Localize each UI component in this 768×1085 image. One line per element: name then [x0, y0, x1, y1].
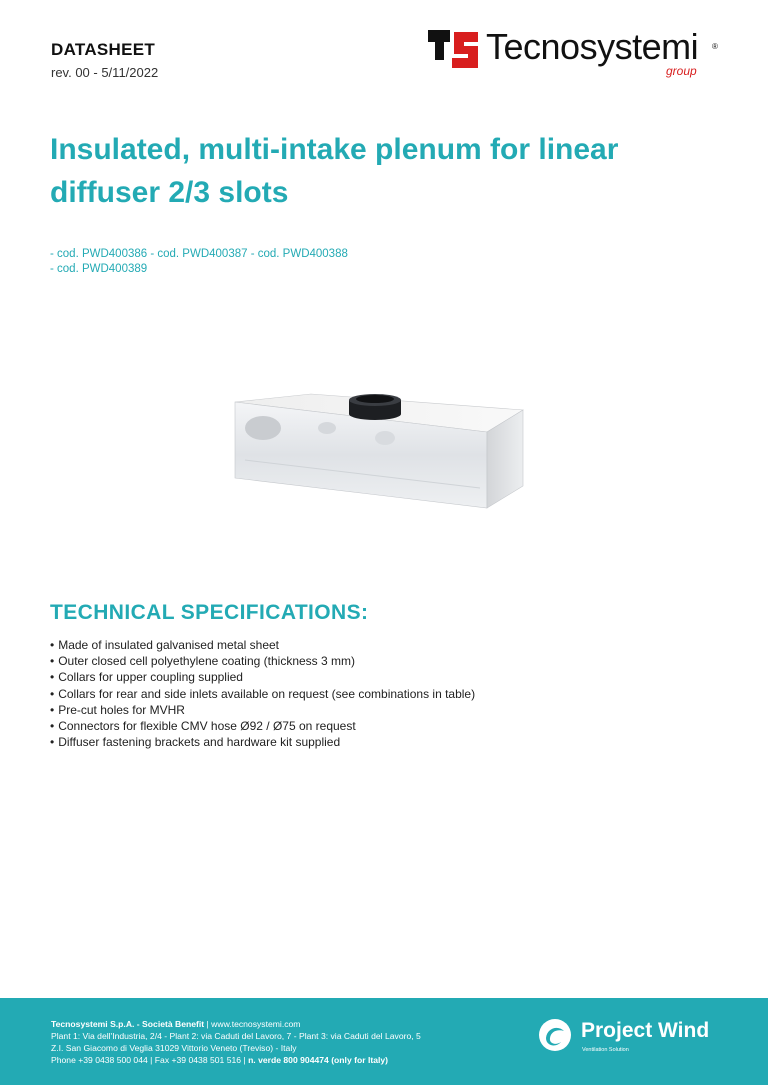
- phone-number: Phone +39 0438 500 044: [51, 1055, 148, 1065]
- spec-item: • Pre-cut holes for MVHR: [50, 702, 475, 718]
- tecnosystemi-logo: [428, 28, 728, 82]
- spec-item: • Diffuser fastening brackets and hardware kit supplied: [50, 734, 475, 750]
- separator: |: [147, 1055, 155, 1065]
- footer-line-company: [51, 1018, 421, 1030]
- registered-mark: ®: [712, 42, 718, 51]
- website-link[interactable]: www.tecnosystemi.com: [211, 1019, 301, 1029]
- specs-list: [50, 637, 475, 750]
- product-codes: [50, 247, 348, 277]
- footer-address: Z.I. San Giacomo di Veglia 31029 Vittorio Veneto (Treviso) - Italy: [51, 1043, 297, 1053]
- fax-number: Fax +39 0438 501 516: [154, 1055, 242, 1065]
- spec-item: • Made of insulated galvanised metal sheet: [50, 637, 475, 653]
- product-image: [225, 388, 535, 516]
- spec-item: • Connectors for flexible CMV hose Ø92 / Ø75 on request: [50, 718, 475, 734]
- document-type: DATASHEET: [51, 40, 156, 59]
- footer-line-phone: [51, 1054, 421, 1066]
- specs-heading: TECHNICAL SPECIFICATIONS:: [50, 601, 369, 624]
- footer-plants: Plant 1: Via dell'Industria, 2/4 - Plant 2: via Caduti del Lavoro, 7 - Plant 3: via Caduti del Lavoro, 5: [51, 1031, 421, 1041]
- brand-name: Tecnosystemi: [486, 26, 699, 67]
- partner-name: Project Wind: [581, 1019, 710, 1042]
- footer-contact: [51, 1018, 421, 1066]
- product-code-line: - cod. PWD400386 - cod. PWD400387 - cod. PWD400388: [50, 248, 348, 260]
- brand-group: group: [666, 64, 697, 78]
- document-header: [51, 40, 158, 80]
- spec-item: • Collars for rear and side inlets available on request (see combinations in table): [50, 686, 475, 702]
- product-code-line: - cod. PWD400389: [50, 263, 148, 275]
- spec-item: • Outer closed cell polyethylene coating (thickness 3 mm): [50, 653, 475, 669]
- separator: |: [204, 1019, 212, 1029]
- company-name: Tecnosystemi S.p.A. - Società Benefit: [51, 1019, 205, 1029]
- tecnosystemi-logo-mark-icon: [428, 30, 480, 70]
- product-title: Insulated, multi-intake plenum for linear diffuser 2/3 slots: [50, 133, 619, 209]
- partner-tagline: Ventilation Solution: [582, 1047, 629, 1053]
- revision-date: rev. 00 - 5/11/2022: [51, 65, 159, 80]
- separator: |: [241, 1055, 249, 1065]
- toll-free-number: n. verde 800 904474 (only for Italy): [248, 1055, 389, 1065]
- spec-item: • Collars for upper coupling supplied: [50, 669, 475, 685]
- page-footer: [0, 998, 768, 1085]
- project-wind-swirl-icon: [538, 1018, 572, 1052]
- project-wind-logo: [538, 1018, 728, 1058]
